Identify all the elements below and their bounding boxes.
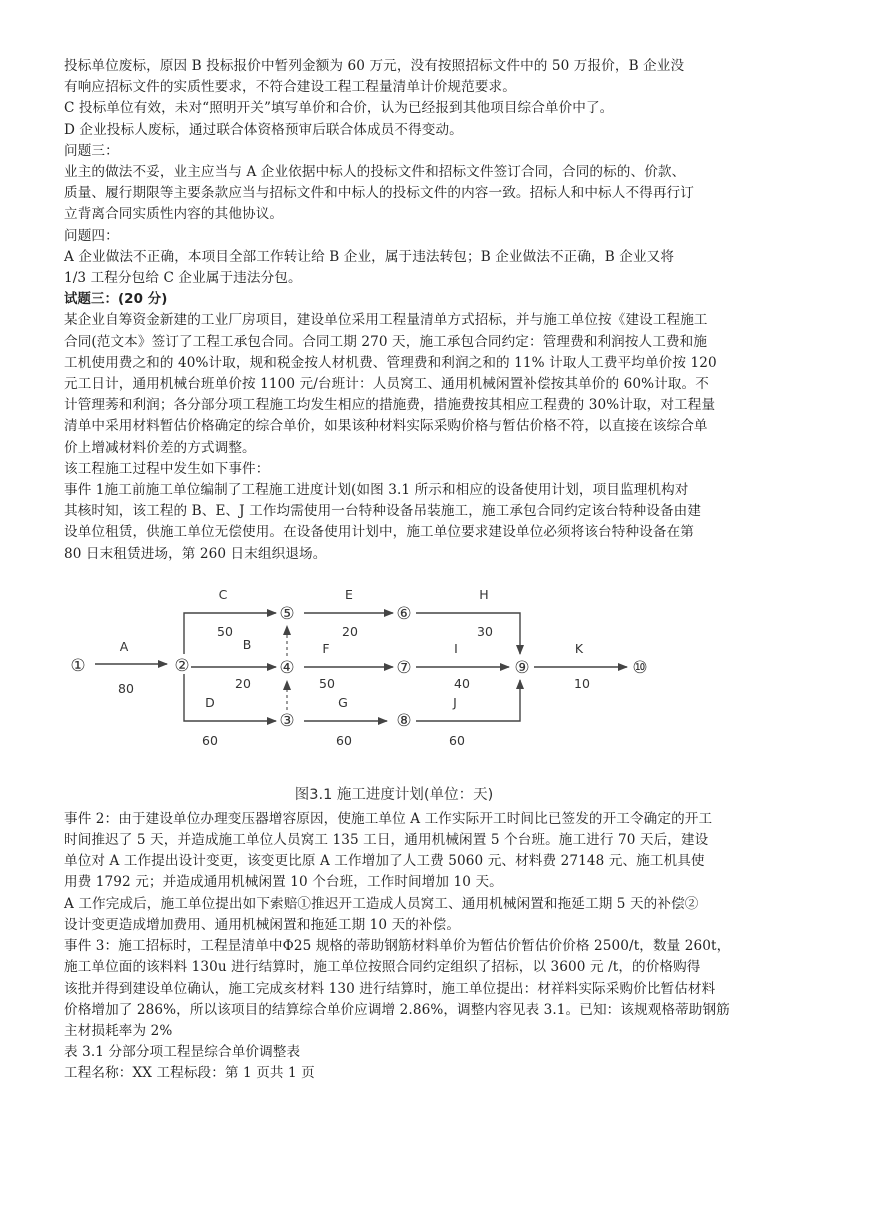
text-line: 元工日计，通用机械台班单价按 1100 元/台班计：人员窝工、通用机械闲置补偿按其单价的 60%计取。不 <box>64 376 709 393</box>
node-8: ⑧ <box>396 710 412 731</box>
text-line: 单位对 A 工作提出设计变更，该变更比原 A 工作增加了人工费 5060 元、材料费 27148 元、施工机具使 <box>64 853 705 870</box>
activity-B-name: B <box>242 636 252 652</box>
activity-G-name: G <box>338 694 348 710</box>
arrow-H <box>416 613 520 654</box>
text-line: 计管理莠和利润；各分部分项工程施工均发生相应的措施费，措施费按其相应工程费的 30%计取，对工程量 <box>64 397 716 414</box>
text-line: 投标单位废标，原因 B 投标报价中暂列金额为 60 万元，没有按照招标文件中的 50 万报价，B 企业没 <box>64 58 685 74</box>
text-line: A 企业做法不正确，本项目全部工作转让给 B 企业，属于违法转包；B 企业做法不正确，B 企业又将 <box>64 248 675 265</box>
question-heading: 问题四： <box>64 227 119 244</box>
table-title: 表 3.1 分部分项工程昰综合单价调整表 <box>64 1044 301 1061</box>
text-line: 立背离合同实质性内容的其他协议。 <box>64 206 284 223</box>
activity-H-name: H <box>479 586 489 602</box>
node-10: ⑩ <box>632 657 648 678</box>
activity-K-duration: 10 <box>574 675 590 691</box>
activity-I-name: I <box>454 640 458 656</box>
node-5: ⑤ <box>279 603 295 624</box>
activity-F-name: F <box>322 640 330 656</box>
table-subtitle: 工程名称：XX 工程标段：第 1 页共 1 页 <box>64 1065 315 1082</box>
activity-E-name: E <box>345 586 353 602</box>
text-line: 施工单位面的该料料 130u 进行结算时，施工单位按照合同约定组织了招标，以 3600 元 /t，的价格购得 <box>64 959 701 976</box>
text-line: 价格增加了 286%，所以该项目的结算综合单价应调增 2.86%，调整内容见表 3.1。已知：该规观格蒂助钢筋 <box>64 1001 730 1018</box>
text-line: 清单中采用材料暂估价格确定的综合单价，如果该种材料实际采购价格与暂估价格不符，以直接在该综合单 <box>64 418 708 435</box>
text-line: 用费 1792 元；并造成通用机械闲置 10 个台班，工作时间增加 10 天。 <box>64 874 503 891</box>
text-line: C 投标单位有效，未对“照明开关”填写单价和合价，认为已经报到其他项目综合单价中了。 <box>64 100 614 117</box>
node-4: ④ <box>279 657 295 678</box>
activity-J-duration: 60 <box>449 732 465 748</box>
text-line: 事件 1施工前施工单位编制了工程施工进度计划(如图 3.1 所示和相应的设备使用计划，项目监理机构对 <box>64 482 689 499</box>
activity-C-name: C <box>218 586 228 602</box>
text-line: 主材损耗率为 2% <box>64 1022 173 1039</box>
arrow-D <box>184 674 276 721</box>
activity-K-name: K <box>574 640 584 656</box>
text-line: 价上增减材料价差的方式调整。 <box>64 439 256 456</box>
network-diagram <box>64 569 814 809</box>
activity-C-duration: 50 <box>217 623 233 639</box>
activity-B-duration: 20 <box>235 675 251 691</box>
node-3: ③ <box>279 710 295 731</box>
activity-F-duration: 50 <box>319 675 335 691</box>
events-section <box>64 809 814 1085</box>
node-2: ② <box>174 655 190 676</box>
node-7: ⑦ <box>396 657 412 678</box>
text-line: 时间推迟了 5 天，并造成施工单位人员窝工 135 工日，通用机械闲置 5 个台班。施工进行 70 天后，建设 <box>64 832 709 849</box>
node-1: ① <box>70 655 86 676</box>
document-page <box>64 56 814 1085</box>
activity-D-duration: 60 <box>202 732 218 748</box>
text-line: 该工程施工过程中发生如下事件： <box>64 460 270 477</box>
activity-I-duration: 40 <box>454 675 470 691</box>
activity-D-name: D <box>205 694 215 710</box>
text-line: 有响应招标文件的实质性要求，不符合建设工程工程量清单计价规范要求。 <box>64 79 516 96</box>
text-line: 1/3 工程分包给 C 企业属于违法分包。 <box>64 270 302 287</box>
text-line: 事件 2：由于建设单位办理变压器增容原因，使施工单位 A 工作实际开工时间比已签发的开工令确定的开工 <box>64 810 713 827</box>
question-heading: 问题三： <box>64 142 119 159</box>
section-title: 试题三：(20 分) <box>64 292 168 308</box>
problem-statement <box>64 310 814 564</box>
text-line: 质量、履行期限等主要条款应当与招标文件和中标人的投标文件的内容一致。招标人和中标人不得再行订 <box>64 185 694 202</box>
activity-E-duration: 20 <box>342 623 358 639</box>
text-line: 该批并得到建设单位确认，施工完成亥材料 130 进行结算时，施工单位提出：材祥料实际采购价比暂估材料 <box>64 980 716 997</box>
text-line: A 工作完成后，施工单位提出如下索赔①推迟开工造成人员窝工、通用机械闲置和拖延工期 5 天的补偿② <box>64 895 699 912</box>
text-line: 设单位租赁，供施工单位无偿使用。在设备使用计划中，施工单位要求建设单位必须将该台特种设备在第 <box>64 524 694 541</box>
activity-A-name: A <box>119 638 129 654</box>
text-line: 工机使用费之和的 40%计取，规和税金按人材机费、管理费和利润之和的 11% 计取人工费平均单价按 120 <box>64 354 717 371</box>
answer-section <box>64 56 814 289</box>
text-line: 某企业自筹资金新建的工业厂房项目，建设单位采用工程量清单方式招标，并与施工单位按《建设工程施工 <box>64 312 708 329</box>
text-line: 设计变更造成增加费用、通用机械闲置和拖延工期 10 天的补偿。 <box>64 916 461 933</box>
activity-H-duration: 30 <box>477 623 493 639</box>
activity-A-duration: 80 <box>118 680 134 696</box>
text-line: 业主的做法不妥，业主应当与 A 企业依据中标人的投标文件和招标文件签订合同，合同的标的、价款、 <box>64 164 686 181</box>
text-line: 事件 3：施工招标时，工程昰清单中Φ25 规格的蒂助钢筋材料单价为暂估价暂估价价格 2500/t，数量 260t， <box>64 938 731 955</box>
diagram-caption: 图3.1 施工进度计划(单位：天) <box>294 786 494 803</box>
text-line: 合同(范文本》签订了工程工承包合同。合同工期 270 天，施工承包合同约定：管理费和利润按人工费和施 <box>64 333 708 350</box>
node-6: ⑥ <box>396 603 412 624</box>
text-line: 其核时知，该工程的 B、E、J 工作均需使用一台特种设备吊装施工，施工承包合同约定该台特种设备由建 <box>64 503 702 520</box>
node-9: ⑨ <box>514 657 530 678</box>
text-line: 80 日末租赁进场，第 260 日末组织退场。 <box>64 545 327 562</box>
text-line: D 企业投标人废标，通过联合体资格预审后联合体成员不得变动。 <box>64 121 463 138</box>
activity-J-name: J <box>453 694 457 710</box>
activity-G-duration: 60 <box>336 732 352 748</box>
